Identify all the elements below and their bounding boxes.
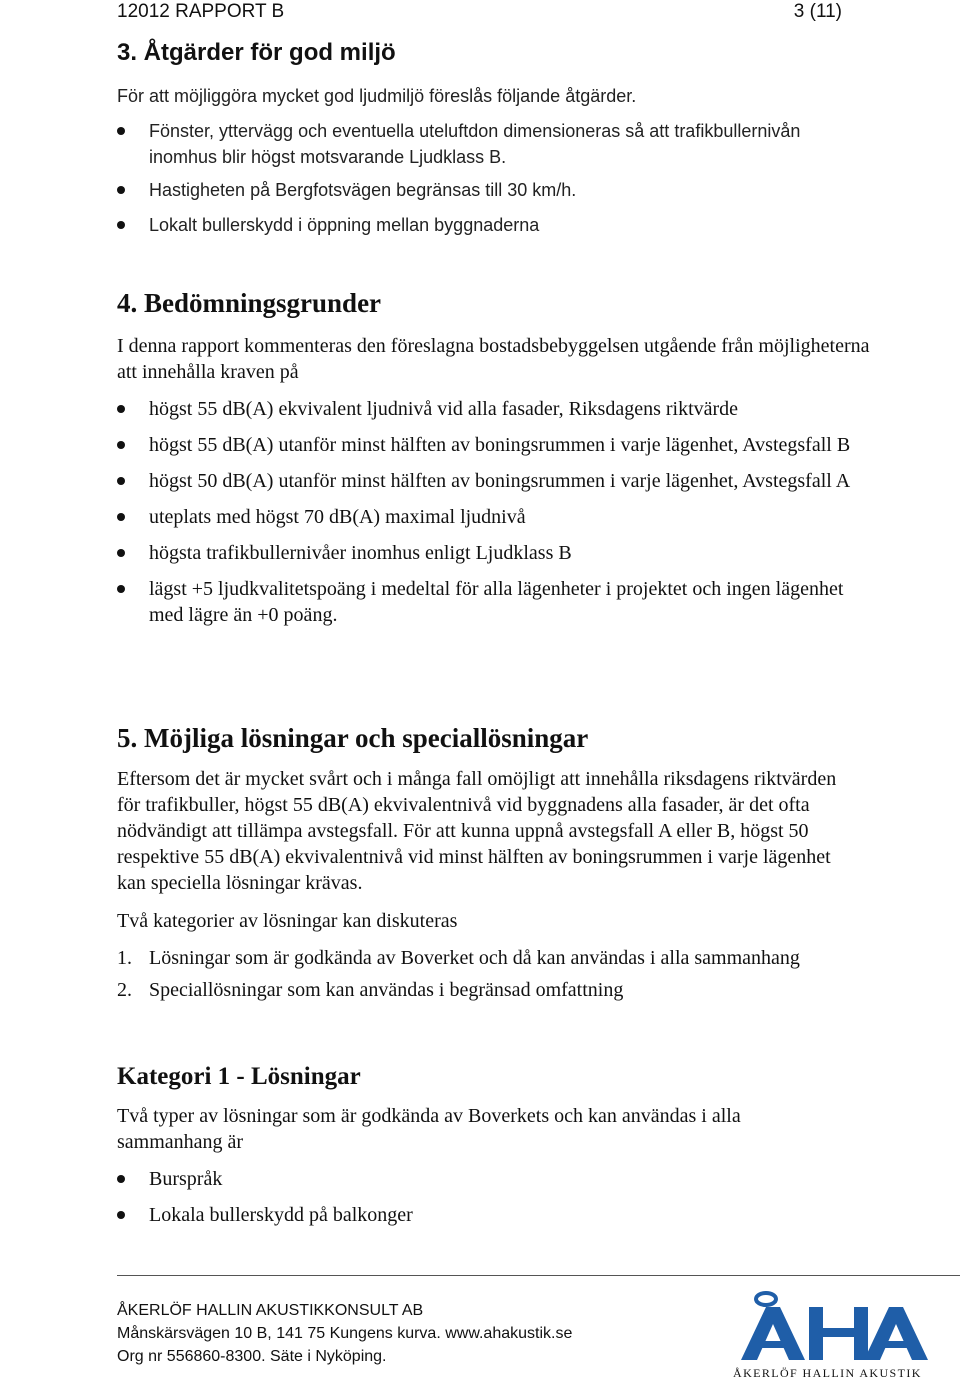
list-item-text: Speciallösningar som kan användas i begränsad omfattning [149,979,624,1001]
list-item-text: Lokalt bullerskydd i öppning mellan byggnaderna [149,215,540,235]
section-4-heading: 4. Bedömningsgrunder [117,288,382,318]
category-1-bullet-list [117,1166,837,1228]
section-3-intro: För att möjliggöra mycket god ljudmiljö föreslås följande åtgärder. [117,86,637,106]
list-item-text: högst 50 dB(A) utanför minst hälften av boningsrummen i varje lägenhet, Avstegsfall A [149,470,851,492]
bullet-icon [117,221,125,229]
list-item [117,468,877,494]
footer-divider [117,1275,960,1276]
page-number: 3 (11) [793,1,842,22]
section-5-numbered-list [117,945,837,1003]
list-item-text: högsta trafikbullernivåer inomhus enligt Ljudklass B [149,542,572,564]
section-3-heading: 3. Åtgärder för god miljö [117,39,396,66]
list-item [117,945,837,971]
list-item-text: Lokala bullerskydd på balkonger [149,1204,413,1226]
bullet-icon [117,549,125,557]
section-5-heading: 5. Möjliga lösningar och speciallösningar [117,723,589,753]
list-item [117,504,877,530]
list-item [117,977,837,1003]
list-item-text: högst 55 dB(A) utanför minst hälften av boningsrummen i varje lägenhet, Avstegsfall B [149,434,851,456]
list-item-text: lägst +5 ljudkvalitetspoäng i medeltal för alla lägenheter i projektet och ingen lägenhet med lägre än +0 poäng. [149,578,844,626]
report-label: 12012 RAPPORT B [117,1,285,22]
list-item [117,432,877,458]
bullet-icon [117,127,125,135]
bullet-icon [117,1175,125,1183]
list-item-text: högst 55 dB(A) ekvivalent ljudnivå vid alla fasader, Riksdagens riktvärde [149,398,739,420]
list-item [117,1166,837,1192]
list-item [117,576,877,628]
list-item-number: 1. [117,947,132,969]
bullet-icon [117,1211,125,1219]
bullet-icon [117,585,125,593]
bullet-icon [117,513,125,521]
list-item-number: 2. [117,979,132,1001]
list-item [117,396,877,422]
list-item-text: Hastigheten på Bergfotsvägen begränsas till 30 km/h. [149,180,577,200]
list-item [117,177,837,203]
list-item-text: Fönster, yttervägg och eventuella uteluftdon dimensioneras så att trafikbullernivån inomhus blir högst motsvarande Ljudklass B. [149,121,801,167]
list-item [117,212,837,238]
section-4-bullet-list [117,396,877,628]
list-item [117,540,877,566]
list-item [117,118,837,170]
section-5-paragraph: Eftersom det är mycket svårt och i många fall omöjligt att innehålla riksdagens riktvärden för trafikbuller, högst 55 dB(A) ekvivalentnivå vid byggnadens alla fasader, är det ofta nödvändigt att tillämpa avstegsfall. För att kunna uppnå avstegsfall A eller B, högst 50 respektive 55 dB(A) ekvivalentnivå vid minst hälften av boningsrummen i varje lägenhet kan speciella lösningar krävas. [117,768,837,894]
bullet-icon [117,441,125,449]
section-4-intro: I denna rapport kommenteras den föreslagna bostadsbebyggelsen utgående från möjligheterna att innehålla kraven på [117,335,870,383]
list-item [117,1202,837,1228]
footer-company: ÅKERLÖF HALLIN AKUSTIKKONSULT AB [117,1302,424,1319]
bullet-icon [117,477,125,485]
list-item-text: Burspråk [149,1168,223,1190]
logo-label: ÅKERLÖF HALLIN AKUSTIK [733,1366,922,1380]
bullet-icon [117,405,125,413]
footer-address: Månskärsvägen 10 B, 141 75 Kungens kurva. www.ahakustik.se [117,1325,573,1342]
list-item-text: Lösningar som är godkända av Boverket och då kan användas i alla sammanhang [149,947,800,969]
list-item-text: uteplats med högst 70 dB(A) maximal ljudnivå [149,506,526,528]
section-3-bullet-list [117,118,837,238]
footer-org-number: Org nr 556860-8300. Säte i Nyköping. [117,1348,387,1365]
footer-address-block [117,1299,572,1368]
section-5-categories-intro: Två kategorier av lösningar kan diskuteras [117,910,458,932]
category-1-intro: Två typer av lösningar som är godkända av Boverkets och kan användas i alla sammanhang är [117,1105,741,1153]
category-1-heading: Kategori 1 - Lösningar [117,1063,361,1090]
bullet-icon [117,186,125,194]
